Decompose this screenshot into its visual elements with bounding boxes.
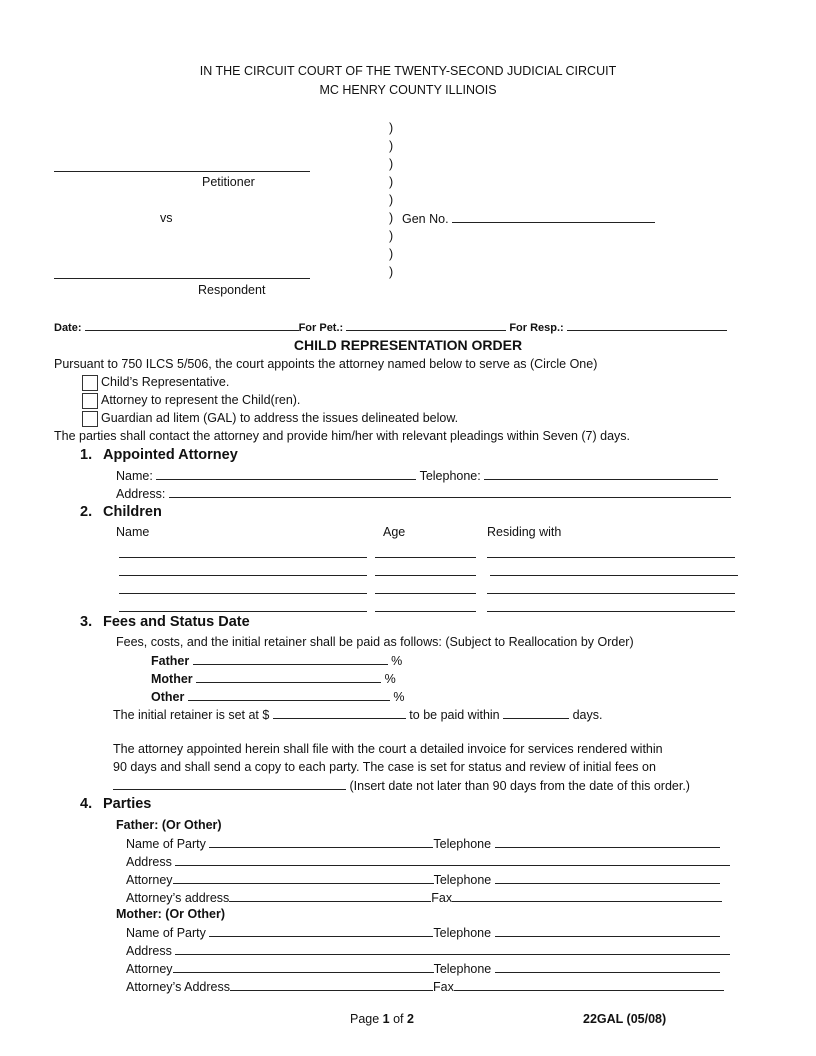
option-childs-representative[interactable]: [82, 374, 229, 391]
name-of-party-label: Name of Party: [126, 837, 206, 851]
mother-attorney-address-row: [126, 978, 724, 995]
option-gal[interactable]: [82, 410, 458, 427]
section-title: Children: [103, 504, 162, 520]
father-heading: Father: (Or Other): [116, 818, 222, 832]
invoice-text-1: The attorney appointed herein shall file with the court a detailed invoice for services rendered within: [113, 742, 663, 756]
other-fee-row: [151, 688, 404, 705]
telephone-label: Telephone: [433, 962, 492, 976]
section-number: 4.: [80, 796, 93, 812]
paren: ): [389, 121, 394, 135]
father-address-blank[interactable]: [175, 853, 730, 866]
child-residing-blank[interactable]: [487, 557, 735, 558]
checkbox[interactable]: [82, 393, 98, 409]
father-percent-blank[interactable]: [193, 652, 388, 665]
attorney-label: Attorney: [126, 873, 173, 887]
father-telephone-blank[interactable]: [495, 835, 720, 848]
page-label: Page: [350, 1012, 383, 1026]
status-date-row: [113, 777, 690, 794]
section-number: 2.: [80, 504, 93, 520]
paren: ): [389, 157, 394, 171]
father-attorney-row: [126, 871, 720, 888]
section-2-heading: [80, 504, 162, 520]
paren: ): [389, 139, 394, 153]
attorney-label: Attorney: [126, 962, 173, 976]
other-percent-blank[interactable]: [188, 688, 390, 701]
intro-text: Pursuant to 750 ILCS 5/506, the court appoints the attorney named below to serve as (Circle One): [54, 357, 598, 371]
option-label: Child’s Representative.: [101, 375, 230, 389]
mother-name-row: [126, 924, 720, 941]
address-label: Address: [126, 944, 172, 958]
attorney-address-row: [116, 485, 731, 502]
page-title: CHILD REPRESENTATION ORDER: [293, 337, 523, 353]
section-number: 1.: [80, 447, 93, 463]
mother-label: Mother: [151, 672, 193, 686]
fax-label: Fax: [431, 891, 453, 905]
child-name-blank[interactable]: [119, 611, 367, 612]
attorneys-address-label: Attorney’s Address: [126, 980, 230, 994]
telephone-label: Telephone: [433, 873, 492, 887]
court-header-line1: IN THE CIRCUIT COURT OF THE TWENTY-SECOND JUDICIAL CIRCUIT: [199, 64, 617, 78]
retainer-paid-within: to be paid within: [409, 708, 500, 722]
mother-name-blank[interactable]: [209, 924, 433, 937]
percent-sign: %: [384, 672, 396, 686]
mother-percent-blank[interactable]: [196, 670, 381, 683]
paren: ): [389, 247, 394, 261]
option-label: Attorney to represent the Child(ren).: [101, 393, 301, 407]
court-header-line2: MC HENRY COUNTY ILLINOIS: [319, 83, 497, 97]
name-label: Name:: [116, 469, 153, 483]
paren: ): [389, 229, 394, 243]
father-fee-row: [151, 652, 402, 669]
name-of-party-label: Name of Party: [126, 926, 206, 940]
mother-attorney-row: [126, 960, 720, 977]
percent-sign: %: [393, 690, 405, 704]
option-attorney-for-children[interactable]: [82, 392, 300, 409]
petitioner-blank[interactable]: [54, 171, 310, 172]
paren: ): [389, 193, 394, 207]
mother-attorney-blank[interactable]: [173, 960, 434, 973]
vs-label: vs: [160, 211, 173, 225]
attorney-address-blank[interactable]: [169, 485, 731, 498]
child-residing-blank[interactable]: [490, 575, 738, 576]
retainer-days-label: days.: [572, 708, 603, 722]
child-residing-blank[interactable]: [487, 593, 735, 594]
gen-no-row: [402, 210, 655, 227]
page-number: [350, 1011, 414, 1027]
child-age-blank[interactable]: [375, 575, 476, 576]
mother-address-row: [126, 942, 730, 959]
fax-label: Fax: [433, 980, 454, 994]
attorney-name-row: [116, 467, 718, 484]
column-age: Age: [383, 525, 406, 539]
attorneys-address-label: Attorney’s address: [126, 891, 230, 905]
section-3-heading: [80, 614, 250, 630]
section-title: Appointed Attorney: [103, 447, 238, 463]
child-name-blank[interactable]: [119, 593, 367, 594]
telephone-label: Telephone: [433, 837, 492, 851]
for-pet-label: For Pet.:: [298, 322, 344, 334]
status-date-blank[interactable]: [113, 777, 346, 790]
other-label: Other: [151, 690, 185, 704]
section-4-heading: [80, 796, 152, 812]
attorney-telephone-blank[interactable]: [484, 467, 718, 480]
for-pet-blank[interactable]: [346, 318, 506, 331]
retainer-row: [113, 706, 603, 723]
invoice-text-2: 90 days and shall send a copy to each party. The case is set for status and review of initial fees on: [113, 760, 656, 774]
paren: ): [389, 175, 394, 189]
address-label: Address:: [116, 487, 166, 501]
mother-heading: Mother: (Or Other): [116, 907, 226, 921]
mother-fax-blank[interactable]: [454, 978, 724, 991]
percent-sign: %: [391, 654, 403, 668]
for-resp-blank[interactable]: [567, 318, 727, 331]
petitioner-label: Petitioner: [202, 175, 255, 189]
date-blank[interactable]: [85, 318, 299, 331]
date-label: Date:: [54, 322, 82, 334]
section-title: Parties: [103, 796, 152, 812]
retainer-label: The initial retainer is set at $: [113, 708, 270, 722]
gen-no-blank[interactable]: [452, 210, 655, 223]
father-attorney-address-blank[interactable]: [229, 889, 431, 902]
column-name: Name: [116, 525, 150, 539]
paren: ): [389, 265, 394, 279]
option-label: Guardian ad litem (GAL) to address the issues delineated below.: [101, 411, 459, 425]
for-resp-label: For Resp.:: [509, 322, 564, 334]
section-1-heading: [80, 447, 238, 463]
page-current: 1: [382, 1012, 390, 1026]
father-attorney-telephone-blank[interactable]: [495, 871, 720, 884]
mother-fee-row: [151, 670, 396, 687]
address-label: Address: [126, 855, 172, 869]
child-residing-blank[interactable]: [487, 611, 735, 612]
child-age-blank[interactable]: [375, 611, 476, 612]
respondent-label: Respondent: [198, 283, 266, 297]
respondent-blank[interactable]: [54, 278, 310, 279]
father-name-blank[interactable]: [209, 835, 433, 848]
mother-attorney-telephone-blank[interactable]: [495, 960, 720, 973]
attorney-name-blank[interactable]: [156, 467, 416, 480]
child-age-blank[interactable]: [375, 593, 476, 594]
form-id: 22GAL (05/08): [583, 1012, 667, 1026]
date-row: [54, 318, 727, 336]
telephone-label: Telephone:: [419, 469, 481, 483]
gen-no-label: Gen No.: [402, 212, 449, 226]
contact-text: The parties shall contact the attorney and provide him/her with relevant pleadings within Seven (7) days.: [54, 429, 631, 443]
child-name-blank[interactable]: [119, 557, 367, 558]
father-address-row: [126, 853, 730, 870]
fees-text: Fees, costs, and the initial retainer shall be paid as follows: (Subject to Reallocation by Order): [116, 635, 634, 649]
section-title: Fees and Status Date: [103, 614, 250, 630]
mother-address-blank[interactable]: [175, 942, 730, 955]
column-residing-with: Residing with: [487, 525, 562, 539]
paren: ): [389, 211, 394, 225]
mother-telephone-blank[interactable]: [495, 924, 720, 937]
father-attorney-address-row: [126, 889, 722, 906]
telephone-label: Telephone: [433, 926, 492, 940]
retainer-days-blank[interactable]: [503, 706, 569, 719]
father-attorney-blank[interactable]: [173, 871, 434, 884]
father-name-row: [126, 835, 720, 852]
page-total: 2: [407, 1012, 414, 1026]
section-number: 3.: [80, 614, 93, 630]
page-of: of: [389, 1012, 407, 1026]
father-fax-blank[interactable]: [452, 889, 722, 902]
child-age-blank[interactable]: [375, 557, 476, 558]
checkbox[interactable]: [82, 411, 98, 427]
retainer-amount-blank[interactable]: [273, 706, 406, 719]
mother-attorney-address-blank[interactable]: [230, 978, 433, 991]
checkbox[interactable]: [82, 375, 98, 391]
father-label: Father: [151, 654, 190, 668]
status-date-note: (Insert date not later than 90 days from the date of this order.): [349, 779, 690, 793]
child-name-blank[interactable]: [119, 575, 367, 576]
